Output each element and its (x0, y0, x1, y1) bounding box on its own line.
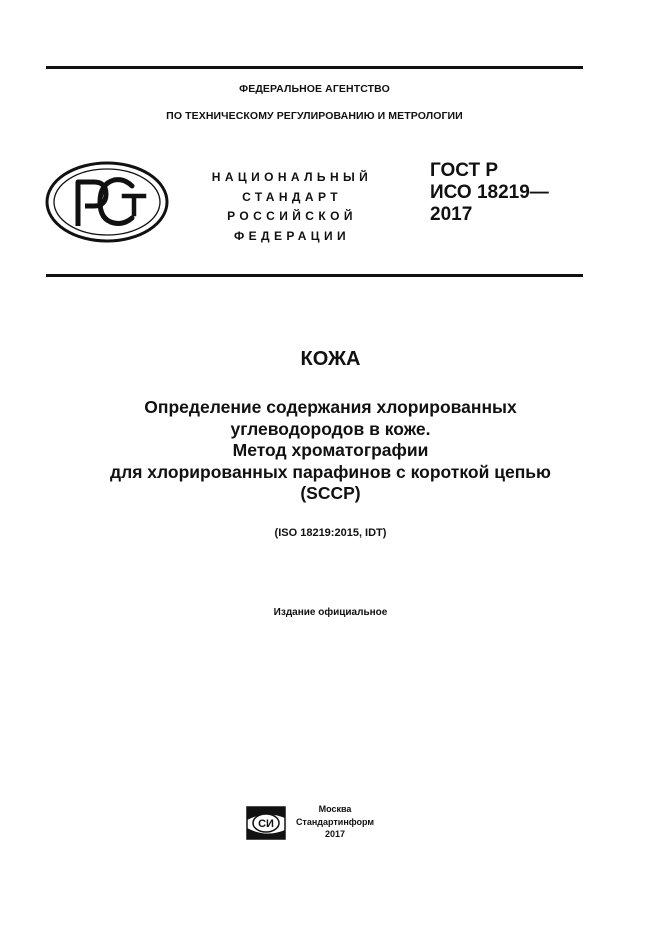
national-standard-line: ФЕДЕРАЦИИ (233, 228, 351, 243)
publisher-logo-text: СИ (258, 818, 274, 830)
national-standard-line: СТАНДАРТ (242, 189, 342, 204)
subtitle-line: Определение содержания хлорированных (144, 397, 517, 417)
designation-line1: ГОСТ Р (430, 160, 499, 181)
edition-note: Издание официальное (273, 607, 388, 618)
publisher-block (292, 803, 378, 841)
agency-name-line1: ФЕДЕРАЛЬНОЕ АГЕНТСТВО (239, 83, 390, 95)
designation-line2: ИСО 18219— (430, 182, 549, 203)
subtitle-line: углеводородов в коже. (230, 418, 431, 439)
agency-name-line2: ПО ТЕХНИЧЕСКОМУ РЕГУЛИРОВАНИЮ И МЕТРОЛОГИИ (166, 110, 463, 122)
standard-designation (430, 160, 549, 226)
publisher-name: Стандартинформ (295, 816, 375, 827)
standartinform-logo-icon (246, 806, 286, 840)
iso-reference: (ISO 18219:2015, IDT) (274, 527, 387, 539)
subtitle-line: Метод хроматографии (232, 440, 429, 460)
document-title: КОЖА (300, 348, 361, 370)
document-subtitle (0, 397, 661, 505)
top-rule (46, 66, 583, 69)
national-standard-line: РОССИЙСКОЙ (227, 209, 357, 223)
gost-r-emblem-icon (44, 160, 170, 244)
designation-line3: 2017 (430, 204, 473, 225)
national-standard-block (198, 168, 386, 246)
publisher-city: Москва (318, 804, 352, 814)
subtitle-line: (SCCP) (300, 483, 361, 503)
publication-year: 2017 (324, 829, 346, 839)
national-standard-line: НАЦИОНАЛЬНЫЙ (211, 170, 373, 184)
header-bottom-rule (46, 274, 583, 277)
subtitle-line: для хлорированных парафинов с короткой цепью (110, 461, 551, 482)
